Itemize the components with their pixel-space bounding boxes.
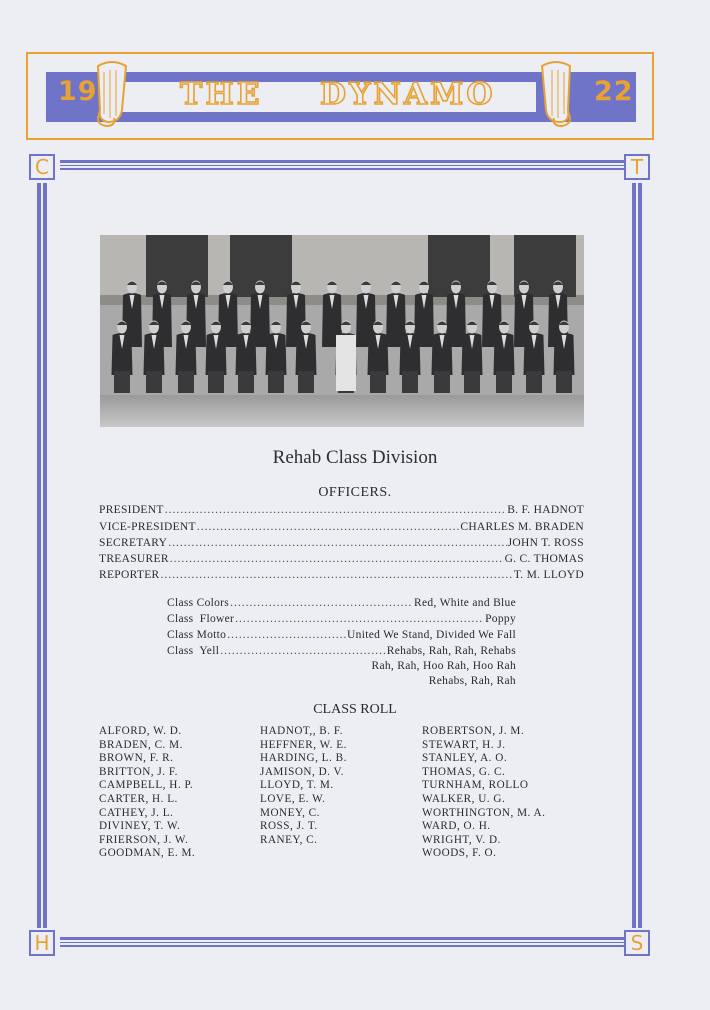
year-right: 22	[594, 76, 634, 107]
officer-name: B. F. HADNOT	[507, 504, 584, 516]
title-dynamo: DYNAMO	[320, 77, 496, 112]
corner-letter-top-right: T	[624, 154, 650, 180]
class-roll-name: WARD, O. H.	[422, 820, 491, 833]
class-roll-name: HARDING, L. B.	[260, 752, 347, 765]
class-roll-name: ROBERTSON, J. M.	[422, 725, 525, 737]
class-roll-name: FRIERSON, J. W.	[99, 833, 189, 846]
class-roll-name: TURNHAM, ROLLO	[422, 779, 529, 792]
class-roll-name: CAMPBELL, H. P.	[99, 779, 194, 792]
class-roll-name: LLOYD, T. M.	[260, 779, 334, 792]
class-info-value: Rehabs, Rah, Rah, Rehabs	[386, 645, 516, 657]
class-roll-name: ALFORD, W. D.	[99, 725, 182, 737]
class-info-label: Class Colors	[167, 597, 230, 609]
class-roll-name: GOODMAN, E. M.	[99, 847, 196, 860]
corner-letter-bottom-right: S	[624, 930, 650, 956]
officer-role: TREASURER	[99, 553, 169, 565]
scroll-ornament-left-icon	[92, 60, 132, 132]
class-info-value: Red, White and Blue	[414, 597, 516, 609]
officer-row-president	[99, 504, 584, 520]
class-roll-column-3	[422, 725, 545, 861]
class-roll-name: CATHEY, J. L.	[99, 806, 174, 819]
class-roll-name: STANLEY, A. O.	[422, 752, 508, 765]
class-info-label: Class Yell	[167, 645, 220, 657]
class-roll-name: THOMAS, G. C.	[422, 765, 506, 778]
class-roll-name: HADNOT,, B. F.	[260, 725, 343, 737]
class-info-label: Class Motto	[167, 629, 227, 641]
class-flower-row	[167, 613, 516, 629]
class-roll-column-2	[260, 725, 347, 847]
frame-left-bar	[37, 183, 47, 928]
officer-row-vice-president	[99, 521, 584, 537]
class-roll-column-1	[99, 725, 195, 861]
officers-title: OFFICERS.	[318, 485, 392, 500]
officer-row-treasurer	[99, 553, 584, 569]
officer-name: CHARLES M. BRADEN	[460, 521, 584, 533]
officer-role: VICE-PRESIDENT	[99, 521, 196, 533]
class-roll-name: HEFFNER, W. E.	[260, 738, 347, 751]
corner-letter-top-left: C	[29, 154, 55, 180]
class-roll-name: BRITTON, J. F.	[99, 765, 178, 778]
class-roll-name: ROSS, J. T.	[260, 820, 318, 833]
class-yell-row	[167, 645, 516, 661]
class-group-photo	[100, 235, 584, 427]
officer-row-secretary	[99, 537, 584, 553]
header-banner	[26, 52, 654, 140]
class-roll-name: LOVE, E. W.	[260, 792, 326, 805]
class-yell-line-3: Rehabs, Rah, Rah	[428, 675, 516, 687]
class-roll-name: WOODS, F. O.	[422, 847, 497, 860]
class-roll-name: RANEY, C.	[260, 833, 318, 846]
class-roll-name: MONEY, C.	[260, 806, 320, 819]
class-roll-name: STEWART, H. J.	[422, 738, 506, 751]
class-roll-name: DIVINEY, T. W.	[99, 820, 181, 833]
class-roll-name: JAMISON, D. V.	[260, 765, 344, 778]
class-info-label: Class Flower	[167, 613, 235, 625]
officer-name: JOHN T. ROSS	[507, 537, 584, 549]
class-motto-row	[167, 629, 516, 645]
corner-letter-bottom-left: H	[29, 930, 55, 956]
class-roll-name: BROWN, F. R.	[99, 752, 174, 765]
class-roll-name: BRADEN, C. M.	[99, 738, 183, 751]
frame-right-bar	[632, 183, 642, 928]
class-info-value: United We Stand, Divided We Fall	[347, 629, 516, 641]
scroll-ornament-right-icon	[536, 60, 576, 132]
officer-name: T. M. LLOYD	[513, 569, 584, 581]
frame-top-bar	[60, 160, 626, 170]
officer-row-reporter	[99, 569, 584, 585]
page-heading: Rehab Class Division	[272, 447, 438, 468]
title-the: THE	[180, 77, 263, 112]
photo-figure-light-dress	[336, 335, 356, 391]
class-roll-name: CARTER, H. L.	[99, 792, 178, 805]
frame-bottom-bar	[60, 937, 626, 947]
class-yell-line-2: Rah, Rah, Hoo Rah, Hoo Rah	[371, 660, 516, 672]
class-info-value: Poppy	[485, 613, 516, 625]
officer-name: G. C. THOMAS	[504, 553, 584, 565]
class-roll-name: WRIGHT, V. D.	[422, 833, 501, 846]
officer-role: SECRETARY	[99, 537, 168, 549]
class-roll-name: WALKER, U. G.	[422, 792, 506, 805]
class-roll-title: CLASS ROLL	[313, 702, 397, 717]
class-colors-row	[167, 597, 516, 613]
year-left: 19	[58, 76, 98, 107]
class-roll-name: WORTHINGTON, M. A.	[422, 806, 546, 819]
officer-role: REPORTER	[99, 569, 160, 581]
officer-role: PRESIDENT	[99, 504, 164, 516]
